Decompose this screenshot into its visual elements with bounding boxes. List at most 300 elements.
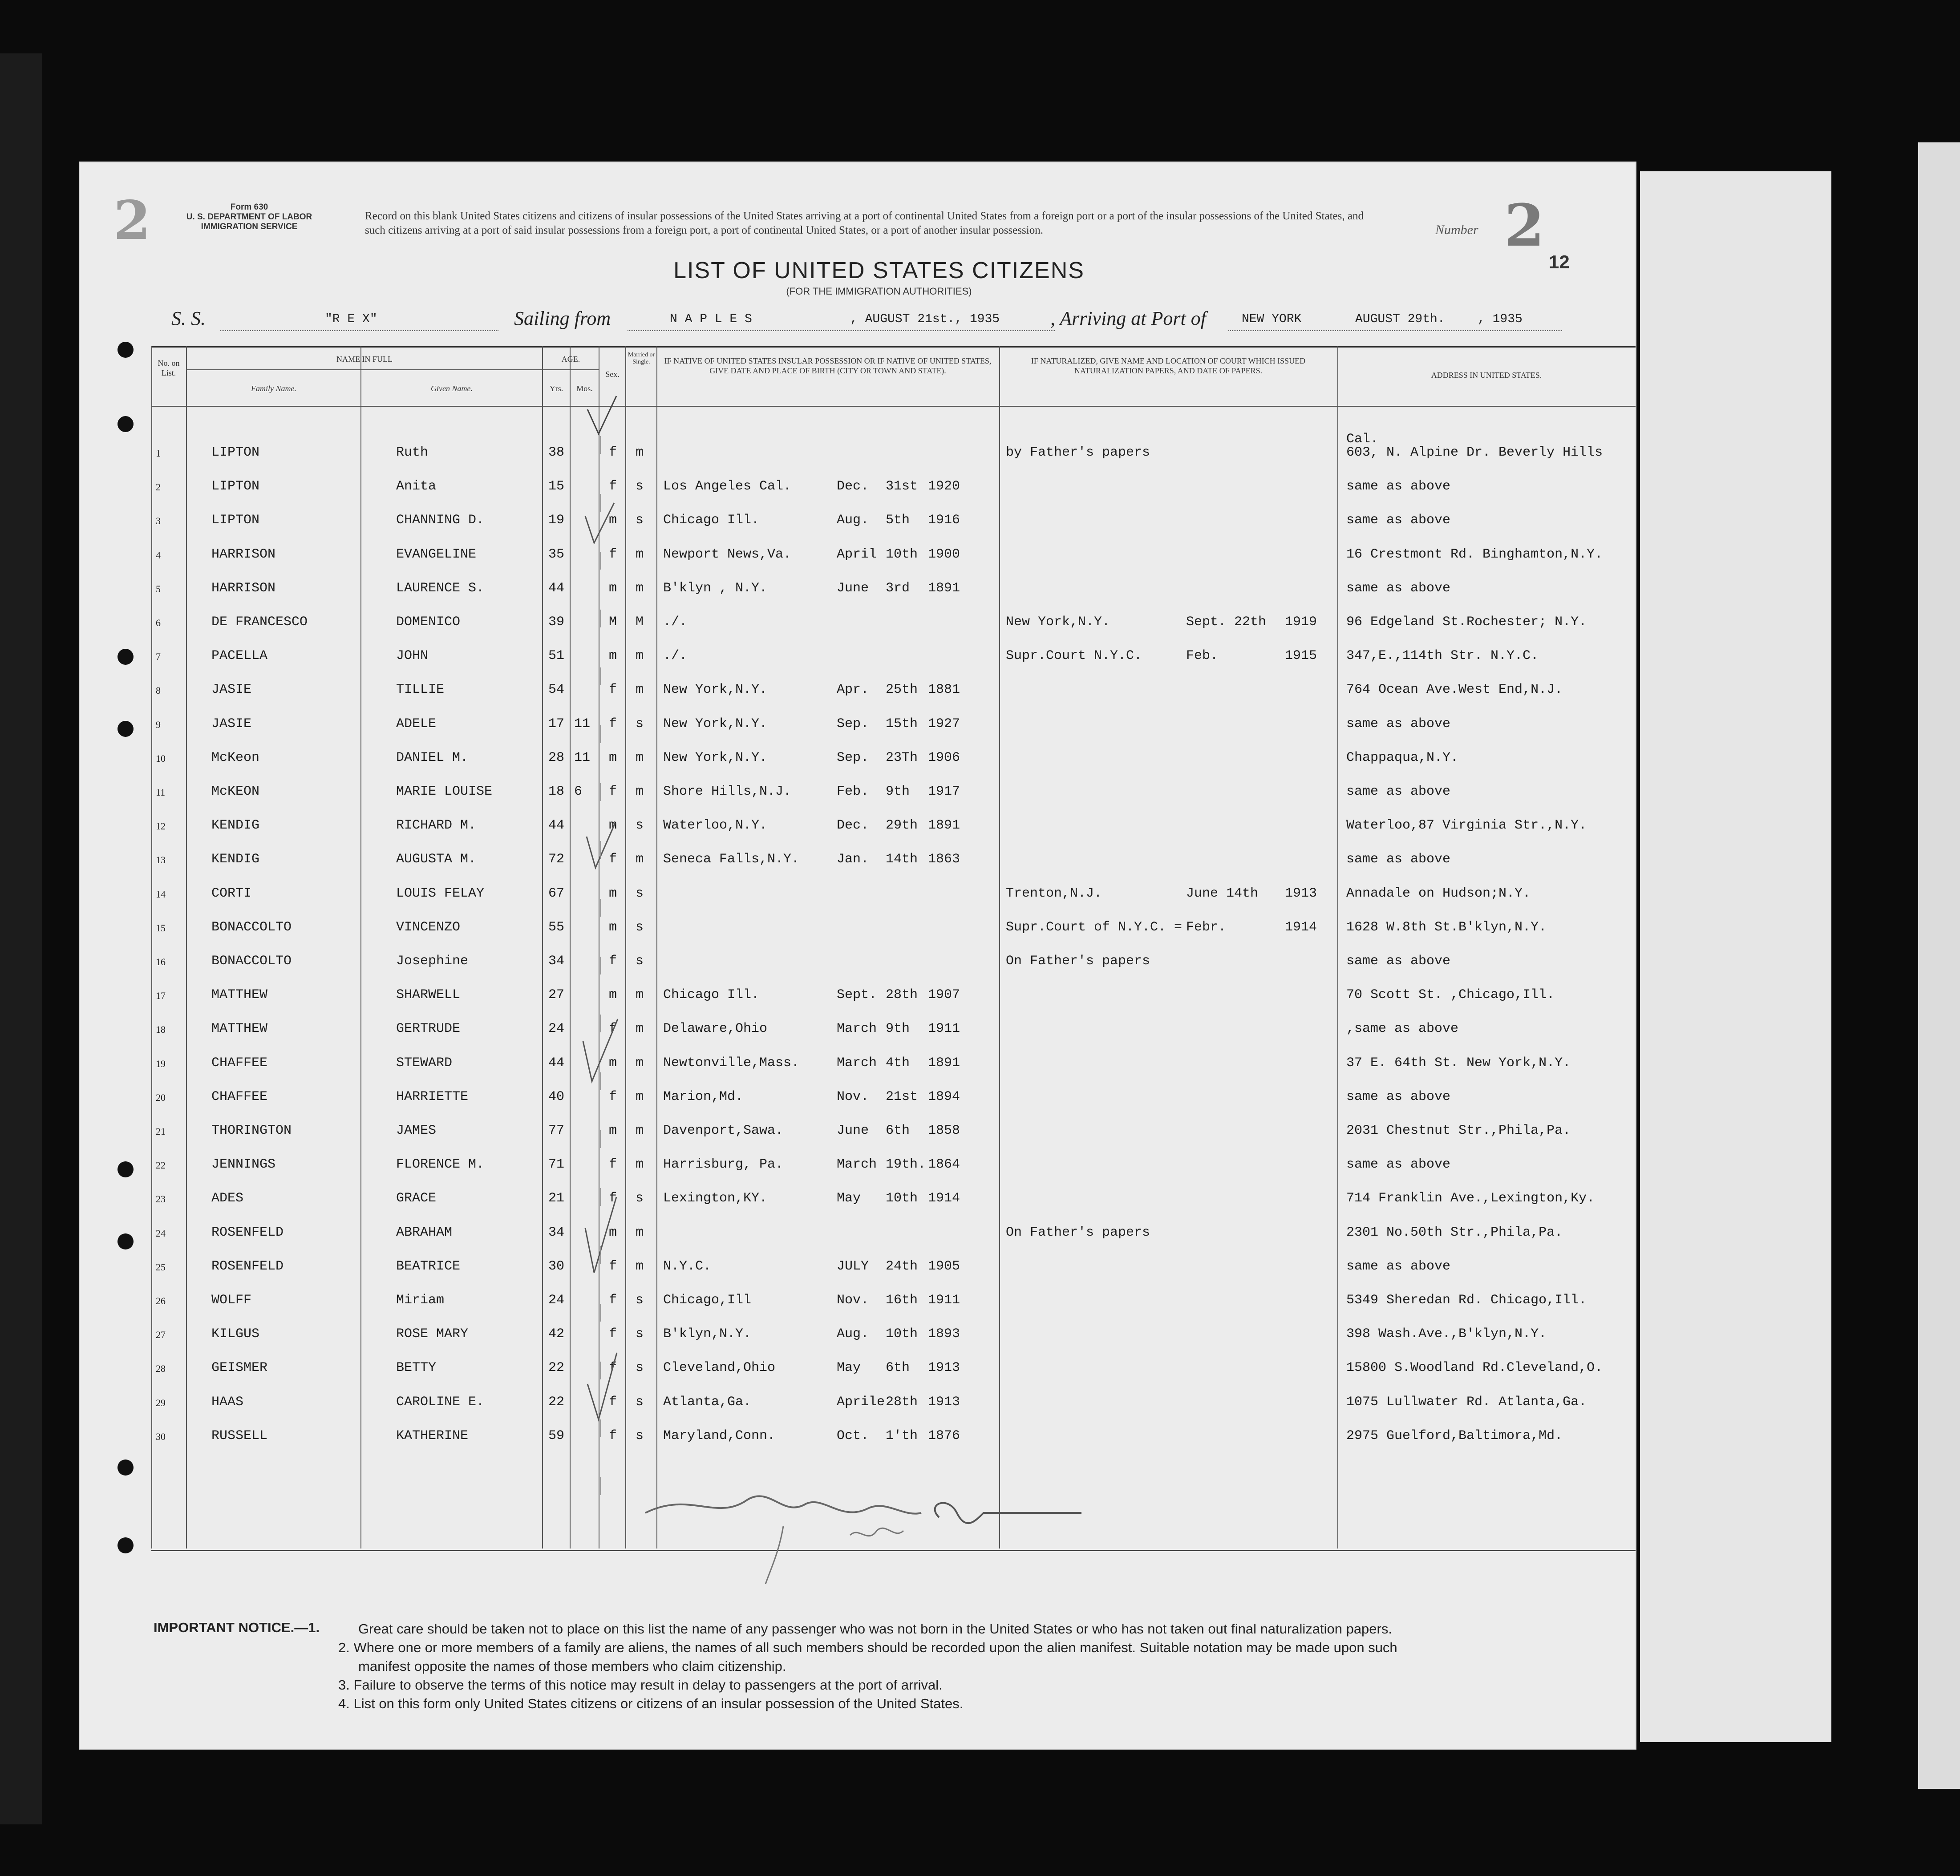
form-header — [174, 202, 325, 232]
cell-family: GEISMER — [211, 1360, 268, 1376]
cell-family: RUSSELL — [211, 1428, 268, 1443]
cell-family: ROSENFELD — [211, 1258, 284, 1274]
cell-yrs: 24 — [548, 1293, 565, 1308]
cell-month: April — [837, 546, 877, 562]
cell-yrs: 44 — [548, 818, 565, 833]
cell-given: RICHARD M. — [396, 818, 477, 833]
cell-sex: f — [609, 1258, 617, 1274]
instruction-text: Record on this blank United States citizens and citizens of insular possessions of the United States arriving at a port of continental United States from a foreign port or a port of the insular possessions of the United States, and such citizens arriving at a port of said insular possessions from a foreign port, a port of continental United States, or a port of another insular possession. — [365, 210, 1364, 236]
cell-mos: 11 — [574, 716, 591, 732]
cell-sex: f — [609, 852, 617, 867]
cell-day: 10th — [886, 546, 918, 562]
notice-item-4: 4. List on this form only United States citizens or citizens of an insular possession of the United States. — [338, 1696, 964, 1711]
cell-yrs: 22 — [548, 1360, 565, 1376]
cell-place: Newtonville,Mass. — [663, 1055, 800, 1071]
cell-yrs: 24 — [548, 1021, 565, 1037]
cell-cdate: Sept. 22th — [1186, 615, 1267, 630]
cell-yrs: 34 — [548, 954, 565, 969]
cell-ms: m — [636, 1225, 644, 1240]
cell-ms: s — [636, 716, 644, 732]
cell-no: 30 — [156, 1431, 166, 1442]
cell-ms: M — [636, 615, 644, 630]
cell-family: CHAFFEE — [211, 1055, 268, 1071]
cell-sex: m — [609, 648, 617, 664]
cell-family: JASIE — [211, 716, 252, 732]
table-row — [151, 432, 1636, 469]
cell-month: May — [837, 1360, 861, 1376]
cell-address: 2975 Guelford,Baltimora,Md. — [1346, 1428, 1563, 1443]
checkmark-column — [574, 383, 628, 1522]
cell-family: BONACCOLTO — [211, 954, 292, 969]
cell-given: ADELE — [396, 716, 437, 732]
table-row — [151, 1283, 1636, 1317]
page-subtitle: (FOR THE IMMIGRATION AUTHORITIES) — [786, 286, 972, 297]
table-row — [151, 1147, 1636, 1181]
col-name-in-full: NAME IN FULL — [336, 355, 393, 364]
cell-given: EVANGELINE — [396, 546, 477, 562]
cell-month: Sep. — [837, 750, 869, 765]
table-row — [151, 944, 1636, 978]
cell-sex: f — [609, 1394, 617, 1410]
cell-court: Trenton,N.J. — [1006, 885, 1102, 901]
cell-mos: 6 — [574, 784, 583, 799]
cell-place: Harrisburg, Pa. — [663, 1157, 784, 1172]
cell-year: 1927 — [928, 716, 960, 732]
cell-given: Ruth — [396, 445, 429, 460]
cell-place: Chicago,Ill — [663, 1293, 752, 1308]
cell-address: same as above — [1346, 852, 1451, 867]
scan-right-strip — [1918, 142, 1960, 1789]
cell-sex: f — [609, 1021, 617, 1037]
cell-day: 23Th — [886, 750, 918, 765]
cell-given: HARRIETTE — [396, 1089, 469, 1104]
cell-day: 28th — [886, 987, 918, 1003]
cell-family: PACELLA — [211, 648, 268, 664]
cell-address: 1075 Lullwater Rd. Atlanta,Ga. — [1346, 1394, 1587, 1410]
cell-sex: f — [609, 546, 617, 562]
cell-yrs: 54 — [548, 682, 565, 698]
cell-no: 2 — [156, 481, 161, 493]
cell-address: 764 Ocean Ave.West End,N.J. — [1346, 682, 1563, 698]
cell-yrs: 44 — [548, 580, 565, 596]
cell-place: Chicago Ill. — [663, 987, 760, 1003]
cell-sex: m — [609, 1123, 617, 1138]
cell-yrs: 34 — [548, 1225, 565, 1240]
cell-family: KENDIG — [211, 852, 260, 867]
col-no: No. on List. — [158, 359, 180, 377]
table-row — [151, 707, 1636, 740]
cell-yrs: 17 — [548, 716, 565, 732]
cell-yrs: 67 — [548, 885, 565, 901]
cell-yrs: 44 — [548, 1055, 565, 1071]
cell-no: 16 — [156, 956, 166, 967]
cell-yrs: 71 — [548, 1157, 565, 1172]
cell-given: DANIEL M. — [396, 750, 469, 765]
col-given: Given Name. — [431, 384, 473, 393]
cell-address: 15800 S.Woodland Rd.Cleveland,O. — [1346, 1360, 1603, 1376]
notice-label: IMPORTANT NOTICE.—1. — [154, 1620, 320, 1635]
cell-family: LIPTON — [211, 479, 260, 494]
cell-family: HAAS — [211, 1394, 244, 1410]
cell-day: 9th — [886, 1021, 910, 1037]
cell-day: 24th — [886, 1258, 918, 1274]
cell-family: MATTHEW — [211, 987, 268, 1003]
cell-address: same as above — [1346, 580, 1451, 596]
number-value: 2 — [1504, 191, 1545, 259]
notice-item-3: 3. Failure to observe the terms of this notice may result in delay to passengers at the port of arrival. — [338, 1677, 943, 1693]
cell-ms: s — [636, 919, 644, 935]
cell-yrs: 35 — [548, 546, 565, 562]
cell-family: McKEON — [211, 784, 260, 799]
cell-place: N.Y.C. — [663, 1258, 712, 1274]
cell-cyear: 1919 — [1285, 615, 1317, 630]
cell-address: Chappaqua,N.Y. — [1346, 750, 1459, 765]
cell-family: JASIE — [211, 682, 252, 698]
cell-ms: m — [636, 1157, 644, 1172]
cell-family: DE FRANCESCO — [211, 615, 308, 630]
cell-family: ROSENFELD — [211, 1225, 284, 1240]
cell-sex: f — [609, 784, 617, 799]
cell-sex: m — [609, 818, 617, 833]
col-birth: IF NATIVE OF UNITED STATES INSULAR POSSESSION OR IF NATIVE OF UNITED STATES, GIVE DATE AND PLACE OF BIRTH (CITY OR TOWN AND STATE). — [664, 356, 992, 375]
cell-given: JOHN — [396, 648, 429, 664]
table-row — [151, 1350, 1636, 1384]
cell-ms: s — [636, 1326, 644, 1342]
cell-no: 5 — [156, 583, 161, 594]
department: U. S. DEPARTMENT OF LABOR — [186, 212, 312, 222]
cell-ms: m — [636, 750, 644, 765]
cell-address: 5349 Sheredan Rd. Chicago,Ill. — [1346, 1293, 1587, 1308]
cell-place: Davenport,Sawa. — [663, 1123, 784, 1138]
page-title: LIST OF UNITED STATES CITIZENS — [673, 258, 1085, 283]
cell-month: Dec. — [837, 818, 869, 833]
cell-ms: m — [636, 580, 644, 596]
col-yrs: Yrs. — [549, 384, 563, 393]
cell-sex: m — [609, 1225, 617, 1240]
cell-place: Newport News,Va. — [663, 546, 792, 562]
col-family: Family Name. — [251, 384, 296, 393]
notice-item-1: Great care should be taken not to place on this list the name of any passenger who was not born in the United States or who has not taken out final naturalization papers. — [358, 1621, 1392, 1637]
cell-address: 2031 Chestnut Str.,Phila,Pa. — [1346, 1123, 1571, 1138]
cell-year: 1891 — [928, 1055, 960, 1071]
cell-address: same as above — [1346, 513, 1451, 528]
departure-port: N A P L E S — [670, 312, 752, 326]
cell-month: March — [837, 1021, 877, 1037]
table-row — [151, 740, 1636, 774]
cell-yrs: 39 — [548, 615, 565, 630]
cell-sex: f — [609, 445, 617, 460]
cell-month: Sept. — [837, 987, 877, 1003]
cell-court: by Father's papers — [1006, 445, 1150, 460]
cell-ms: s — [636, 1191, 644, 1206]
cell-day: 10th — [886, 1191, 918, 1206]
table-row — [151, 1317, 1636, 1350]
cell-address: same as above — [1346, 954, 1451, 969]
cell-given: KATHERINE — [396, 1428, 469, 1443]
cell-given: MARIE LOUISE — [396, 784, 493, 799]
col-mos: Mos. — [576, 384, 593, 393]
cell-given: Anita — [396, 479, 437, 494]
cell-yrs: 28 — [548, 750, 565, 765]
cell-given: FLORENCE M. — [396, 1157, 485, 1172]
cell-yrs: 51 — [548, 648, 565, 664]
departure-date: , AUGUST 21st., 1935 — [850, 312, 1000, 326]
cell-month: Nov. — [837, 1293, 869, 1308]
cell-ms: s — [636, 818, 644, 833]
cell-place: Waterloo,N.Y. — [663, 818, 768, 833]
cell-month: June — [837, 1123, 869, 1138]
cell-address: 1628 W.8th St.B'klyn,N.Y. — [1346, 919, 1547, 935]
cell-given: GERTRUDE — [396, 1021, 461, 1037]
cell-family: JENNINGS — [211, 1157, 276, 1172]
cell-yrs: 59 — [548, 1428, 565, 1443]
cell-year: 1894 — [928, 1089, 960, 1104]
cell-ms: s — [636, 1428, 644, 1443]
scan-left-edge — [0, 53, 42, 1824]
cell-ms: s — [636, 479, 644, 494]
cell-cyear: 1914 — [1285, 919, 1317, 935]
table-row — [151, 1215, 1636, 1249]
notice-item-2-cont: manifest opposite the names of those members who claim citizenship. — [358, 1658, 786, 1674]
cell-no: 25 — [156, 1261, 166, 1273]
cell-cdate: Febr. — [1186, 919, 1227, 935]
punch-hole — [117, 342, 134, 358]
cell-year: 1907 — [928, 987, 960, 1003]
cell-ms: m — [636, 1021, 644, 1037]
number-label: Number — [1435, 222, 1478, 237]
cell-no: 23 — [156, 1193, 166, 1205]
punch-hole — [117, 416, 134, 432]
arrival-date: AUGUST 29th. — [1355, 312, 1445, 326]
cell-year: 1881 — [928, 682, 960, 698]
punch-hole — [117, 1460, 134, 1476]
cell-given: LAURENCE S. — [396, 580, 485, 596]
cell-month: Aug. — [837, 513, 869, 528]
cell-year: 1876 — [928, 1428, 960, 1443]
cell-cyear: 1915 — [1285, 648, 1317, 664]
cell-address: Waterloo,87 Virginia Str.,N.Y. — [1346, 818, 1587, 833]
cell-no: 15 — [156, 922, 166, 934]
cell-no: 3 — [156, 515, 161, 527]
table-row — [151, 1080, 1636, 1113]
table-row — [151, 1046, 1636, 1080]
col-age: AGE. — [561, 355, 580, 364]
cell-no: 20 — [156, 1092, 166, 1103]
cell-ms: m — [636, 1258, 644, 1274]
punch-hole — [117, 649, 134, 665]
cell-no: 29 — [156, 1397, 166, 1408]
cell-yrs: 55 — [548, 919, 565, 935]
cell-year: 1911 — [928, 1293, 960, 1308]
cell-month: Feb. — [837, 784, 869, 799]
cell-court: Supr.Court of N.Y.C. = — [1006, 919, 1182, 935]
cell-day: 4th — [886, 1055, 910, 1071]
cell-yrs: 18 — [548, 784, 565, 799]
cell-place: Chicago Ill. — [663, 513, 760, 528]
cell-day: 6th — [886, 1123, 910, 1138]
cell-address: same as above — [1346, 479, 1451, 494]
cell-place: ./. — [663, 648, 688, 664]
cell-given: DOMENICO — [396, 615, 461, 630]
cell-year: 1891 — [928, 580, 960, 596]
cell-year: 1911 — [928, 1021, 960, 1037]
cell-no: 14 — [156, 888, 166, 900]
cell-place: Los Angeles Cal. — [663, 479, 792, 494]
cell-day: 14th — [886, 852, 918, 867]
cell-month: June — [837, 580, 869, 596]
cell-family: THORINGTON — [211, 1123, 292, 1138]
cell-yrs: 77 — [548, 1123, 565, 1138]
cell-yrs: 30 — [548, 1258, 565, 1274]
cell-no: 17 — [156, 990, 166, 1002]
adjacent-sheet — [1640, 171, 1831, 1742]
cell-year: 1916 — [928, 513, 960, 528]
cell-address: 16 Crestmont Rd. Binghamton,N.Y. — [1346, 546, 1603, 562]
cell-address: 2301 No.50th Str.,Phila,Pa. — [1346, 1225, 1563, 1240]
table-row — [151, 537, 1636, 571]
cell-year: 1917 — [928, 784, 960, 799]
cell-sex: f — [609, 1293, 617, 1308]
cell-given: Josephine — [396, 954, 469, 969]
table-row — [151, 1011, 1636, 1045]
cell-place: B'klyn , N.Y. — [663, 580, 768, 596]
ship-name: "R E X" — [325, 312, 377, 326]
cell-sex: m — [609, 885, 617, 901]
cell-year: 1905 — [928, 1258, 960, 1274]
cell-month: May — [837, 1191, 861, 1206]
cell-day: 29th — [886, 818, 918, 833]
cell-address: same as above — [1346, 1258, 1451, 1274]
table-row — [151, 1249, 1636, 1283]
cell-month: Dec. — [837, 479, 869, 494]
cell-no: 28 — [156, 1363, 166, 1375]
cell-given: AUGUSTA M. — [396, 852, 477, 867]
cell-family: McKeon — [211, 750, 260, 765]
sheet-number: 12 — [1549, 251, 1570, 272]
cell-no: 26 — [156, 1295, 166, 1306]
cell-year: 1863 — [928, 852, 960, 867]
cell-no: 11 — [156, 787, 166, 798]
cell-ms: m — [636, 852, 644, 867]
cell-family: ADES — [211, 1191, 244, 1206]
table-row — [151, 1385, 1636, 1419]
cell-address: 70 Scott St. ,Chicago,Ill. — [1346, 987, 1555, 1003]
cell-no: 9 — [156, 719, 161, 730]
cell-ms: s — [636, 513, 644, 528]
table-row — [151, 842, 1636, 876]
table-row — [151, 1419, 1636, 1452]
cell-month: Aprile — [837, 1394, 885, 1410]
cell-place: ./. — [663, 615, 688, 630]
cell-given: LOUIS FELAY — [396, 885, 485, 901]
cell-no: 18 — [156, 1024, 166, 1035]
cell-no: 21 — [156, 1126, 166, 1137]
cell-no: 24 — [156, 1227, 166, 1239]
cell-given: Miriam — [396, 1293, 445, 1308]
cell-sex: f — [609, 1326, 617, 1342]
cell-cdate: Feb. — [1186, 648, 1219, 664]
cell-no: 27 — [156, 1329, 166, 1341]
cell-given: JAMES — [396, 1123, 437, 1138]
cell-ms: s — [636, 1360, 644, 1376]
cell-sex: f — [609, 954, 617, 969]
cell-day: 6th — [886, 1360, 910, 1376]
table-row — [151, 503, 1636, 537]
cell-month: Aug. — [837, 1326, 869, 1342]
cell-ms: m — [636, 987, 644, 1003]
cell-year: 1913 — [928, 1394, 960, 1410]
cell-given: CHANNING D. — [396, 513, 485, 528]
cell-sex: m — [609, 580, 617, 596]
cell-court: New York,N.Y. — [1006, 615, 1110, 630]
cell-place: Cleveland,Ohio — [663, 1360, 776, 1376]
cell-address-top: Cal. — [1346, 432, 1379, 447]
cell-address: same as above — [1346, 1157, 1451, 1172]
cell-day: 3rd — [886, 580, 910, 596]
cell-court: Supr.Court N.Y.C. — [1006, 648, 1142, 664]
cell-yrs: 27 — [548, 987, 565, 1003]
cell-address: 398 Wash.Ave.,B'klyn,N.Y. — [1346, 1326, 1547, 1342]
cell-address: same as above — [1346, 716, 1451, 732]
punch-hole — [117, 1233, 134, 1249]
arriving-label: , Arriving at Port of — [1050, 307, 1206, 329]
cell-no: 4 — [156, 549, 161, 561]
cell-month: Nov. — [837, 1089, 869, 1104]
cell-address: 96 Edgeland St.Rochester; N.Y. — [1346, 615, 1587, 630]
cell-place: Lexington,KY. — [663, 1191, 768, 1206]
form-number: Form 630 — [230, 202, 268, 212]
cell-place: Seneca Falls,N.Y. — [663, 852, 800, 867]
cell-sex: f — [609, 716, 617, 732]
cell-month: JULY — [837, 1258, 869, 1274]
table-row — [151, 876, 1636, 910]
cell-family: HARRISON — [211, 580, 276, 596]
cell-year: 1914 — [928, 1191, 960, 1206]
cell-family: KILGUS — [211, 1326, 260, 1342]
cell-day: 21st — [886, 1089, 918, 1104]
cell-family: BONACCOLTO — [211, 919, 292, 935]
cell-day: 15th — [886, 716, 918, 732]
cell-day: 28th — [886, 1394, 918, 1410]
cell-sex: m — [609, 1055, 617, 1071]
col-address: ADDRESS IN UNITED STATES. — [1431, 371, 1542, 380]
cell-year: 1858 — [928, 1123, 960, 1138]
table-row — [151, 1113, 1636, 1147]
table-row — [151, 978, 1636, 1011]
cell-yrs: 40 — [548, 1089, 565, 1104]
cell-day: 10th — [886, 1326, 918, 1342]
cell-sex: f — [609, 1157, 617, 1172]
cell-court: On Father's papers — [1006, 954, 1150, 969]
table-row — [151, 774, 1636, 808]
cell-ms: m — [636, 546, 644, 562]
cell-day: 16th — [886, 1293, 918, 1308]
table-row — [151, 1181, 1636, 1215]
table-row — [151, 808, 1636, 842]
cell-family: HARRISON — [211, 546, 276, 562]
punch-hole — [117, 1537, 134, 1553]
cell-place: Delaware,Ohio — [663, 1021, 768, 1037]
cell-no: 19 — [156, 1058, 166, 1069]
table-row — [151, 605, 1636, 639]
cell-sex: m — [609, 513, 617, 528]
cell-given: TILLIE — [396, 682, 445, 698]
col-married: Married or Single. — [628, 352, 655, 365]
cell-year: 1900 — [928, 546, 960, 562]
cell-place: B'klyn,N.Y. — [663, 1326, 752, 1342]
cell-family: LIPTON — [211, 513, 260, 528]
cell-year: 1891 — [928, 818, 960, 833]
